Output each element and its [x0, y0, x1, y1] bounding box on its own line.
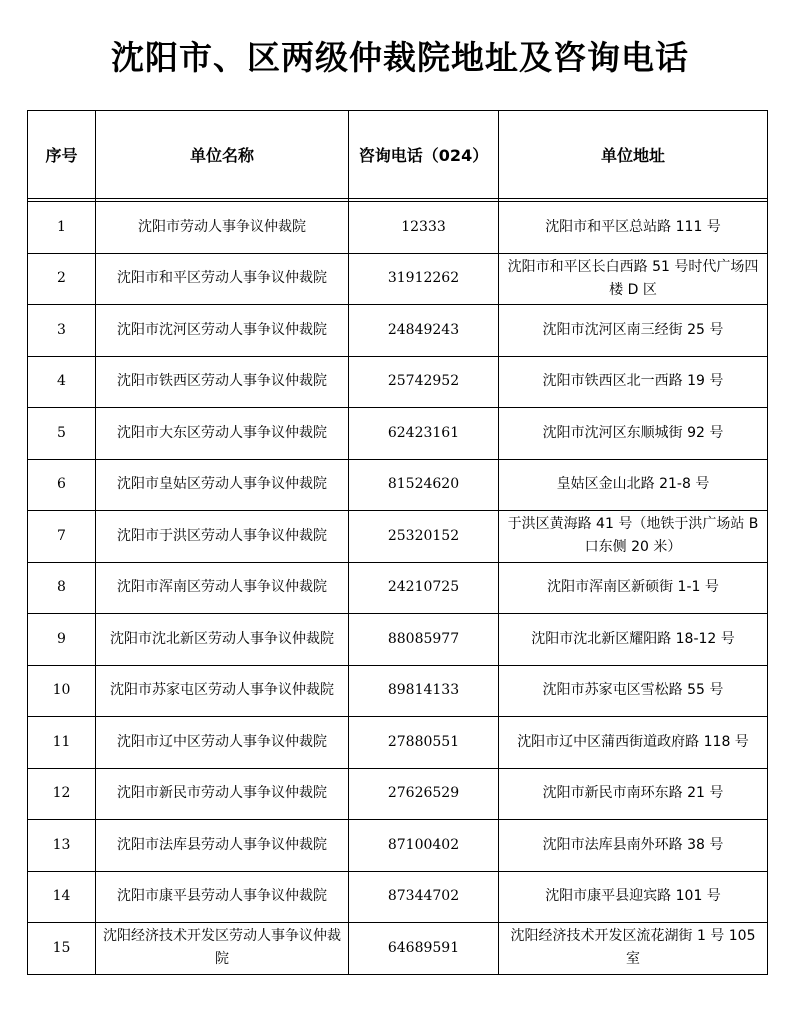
- cell-index: 2: [28, 253, 96, 305]
- cell-address: 沈阳市铁西区北一西路 19 号: [499, 356, 768, 408]
- cell-unit-name: 沈阳市劳动人事争议仲裁院: [96, 202, 349, 254]
- table-row: [28, 768, 768, 820]
- table-row: [28, 459, 768, 511]
- cell-index: 7: [28, 511, 96, 563]
- cell-unit-name: 沈阳市新民市劳动人事争议仲裁院: [96, 768, 349, 820]
- cell-index: 13: [28, 820, 96, 872]
- table-row: [28, 820, 768, 872]
- table-row: [28, 562, 768, 614]
- cell-index: 8: [28, 562, 96, 614]
- cell-index: 14: [28, 871, 96, 923]
- cell-index: 4: [28, 356, 96, 408]
- table-row: [28, 202, 768, 254]
- cell-address: 沈阳市新民市南环东路 21 号: [499, 768, 768, 820]
- arbitration-table: [27, 110, 768, 975]
- cell-index: 5: [28, 408, 96, 460]
- cell-unit-name: 沈阳市苏家屯区劳动人事争议仲裁院: [96, 665, 349, 717]
- cell-phone: 27880551: [349, 717, 499, 769]
- table-row: [28, 511, 768, 563]
- cell-index: 11: [28, 717, 96, 769]
- cell-phone: 81524620: [349, 459, 499, 511]
- page-title: 沈阳市、区两级仲裁院地址及咨询电话: [111, 38, 689, 77]
- cell-phone: 62423161: [349, 408, 499, 460]
- table-row: [28, 305, 768, 357]
- cell-unit-name: 沈阳市辽中区劳动人事争议仲裁院: [96, 717, 349, 769]
- cell-index: 1: [28, 202, 96, 254]
- cell-phone: 12333: [349, 202, 499, 254]
- table-row: [28, 356, 768, 408]
- cell-unit-name: 沈阳市浑南区劳动人事争议仲裁院: [96, 562, 349, 614]
- cell-phone: 25320152: [349, 511, 499, 563]
- cell-address: 沈阳市法库县南外环路 38 号: [499, 820, 768, 872]
- cell-index: 12: [28, 768, 96, 820]
- cell-address: 于洪区黄海路 41 号（地铁于洪广场站 B 口东侧 20 米）: [499, 511, 768, 563]
- cell-index: 15: [28, 923, 96, 975]
- cell-phone: 88085977: [349, 614, 499, 666]
- cell-unit-name: 沈阳经济技术开发区劳动人事争议仲裁院: [96, 923, 349, 975]
- table-row: [28, 614, 768, 666]
- cell-phone: 24849243: [349, 305, 499, 357]
- header-name: 单位名称: [96, 111, 349, 199]
- header-address: 单位地址: [499, 111, 768, 199]
- cell-index: 10: [28, 665, 96, 717]
- cell-unit-name: 沈阳市皇姑区劳动人事争议仲裁院: [96, 459, 349, 511]
- cell-unit-name: 沈阳市沈河区劳动人事争议仲裁院: [96, 305, 349, 357]
- table-row: [28, 665, 768, 717]
- table-header-row: [28, 111, 768, 199]
- table-row: [28, 408, 768, 460]
- table-body: [28, 199, 768, 975]
- cell-unit-name: 沈阳市法库县劳动人事争议仲裁院: [96, 820, 349, 872]
- cell-phone: 25742952: [349, 356, 499, 408]
- cell-address: 沈阳市苏家屯区雪松路 55 号: [499, 665, 768, 717]
- header-phone: 咨询电话（024）: [349, 111, 499, 199]
- cell-index: 6: [28, 459, 96, 511]
- cell-phone: 27626529: [349, 768, 499, 820]
- cell-address: 沈阳市沈北新区耀阳路 18-12 号: [499, 614, 768, 666]
- cell-phone: 24210725: [349, 562, 499, 614]
- cell-address: 沈阳市浑南区新硕街 1-1 号: [499, 562, 768, 614]
- cell-address: 沈阳市沈河区东顺城街 92 号: [499, 408, 768, 460]
- cell-address: 沈阳市沈河区南三经街 25 号: [499, 305, 768, 357]
- table-row: [28, 923, 768, 975]
- cell-address: 皇姑区金山北路 21-8 号: [499, 459, 768, 511]
- table-row: [28, 253, 768, 305]
- cell-address: 沈阳市辽中区蒲西街道政府路 118 号: [499, 717, 768, 769]
- cell-phone: 89814133: [349, 665, 499, 717]
- cell-address: 沈阳经济技术开发区流花湖街 1 号 105 室: [499, 923, 768, 975]
- cell-address: 沈阳市康平县迎宾路 101 号: [499, 871, 768, 923]
- cell-phone: 31912262: [349, 253, 499, 305]
- cell-unit-name: 沈阳市于洪区劳动人事争议仲裁院: [96, 511, 349, 563]
- table-row: [28, 871, 768, 923]
- cell-address: 沈阳市和平区长白西路 51 号时代广场四楼 D 区: [499, 253, 768, 305]
- cell-unit-name: 沈阳市大东区劳动人事争议仲裁院: [96, 408, 349, 460]
- table-row: [28, 717, 768, 769]
- cell-unit-name: 沈阳市和平区劳动人事争议仲裁院: [96, 253, 349, 305]
- cell-unit-name: 沈阳市康平县劳动人事争议仲裁院: [96, 871, 349, 923]
- cell-address: 沈阳市和平区总站路 111 号: [499, 202, 768, 254]
- cell-index: 3: [28, 305, 96, 357]
- cell-index: 9: [28, 614, 96, 666]
- cell-unit-name: 沈阳市铁西区劳动人事争议仲裁院: [96, 356, 349, 408]
- header-index: 序号: [28, 111, 96, 199]
- cell-phone: 87100402: [349, 820, 499, 872]
- cell-unit-name: 沈阳市沈北新区劳动人事争议仲裁院: [96, 614, 349, 666]
- cell-phone: 64689591: [349, 923, 499, 975]
- cell-phone: 87344702: [349, 871, 499, 923]
